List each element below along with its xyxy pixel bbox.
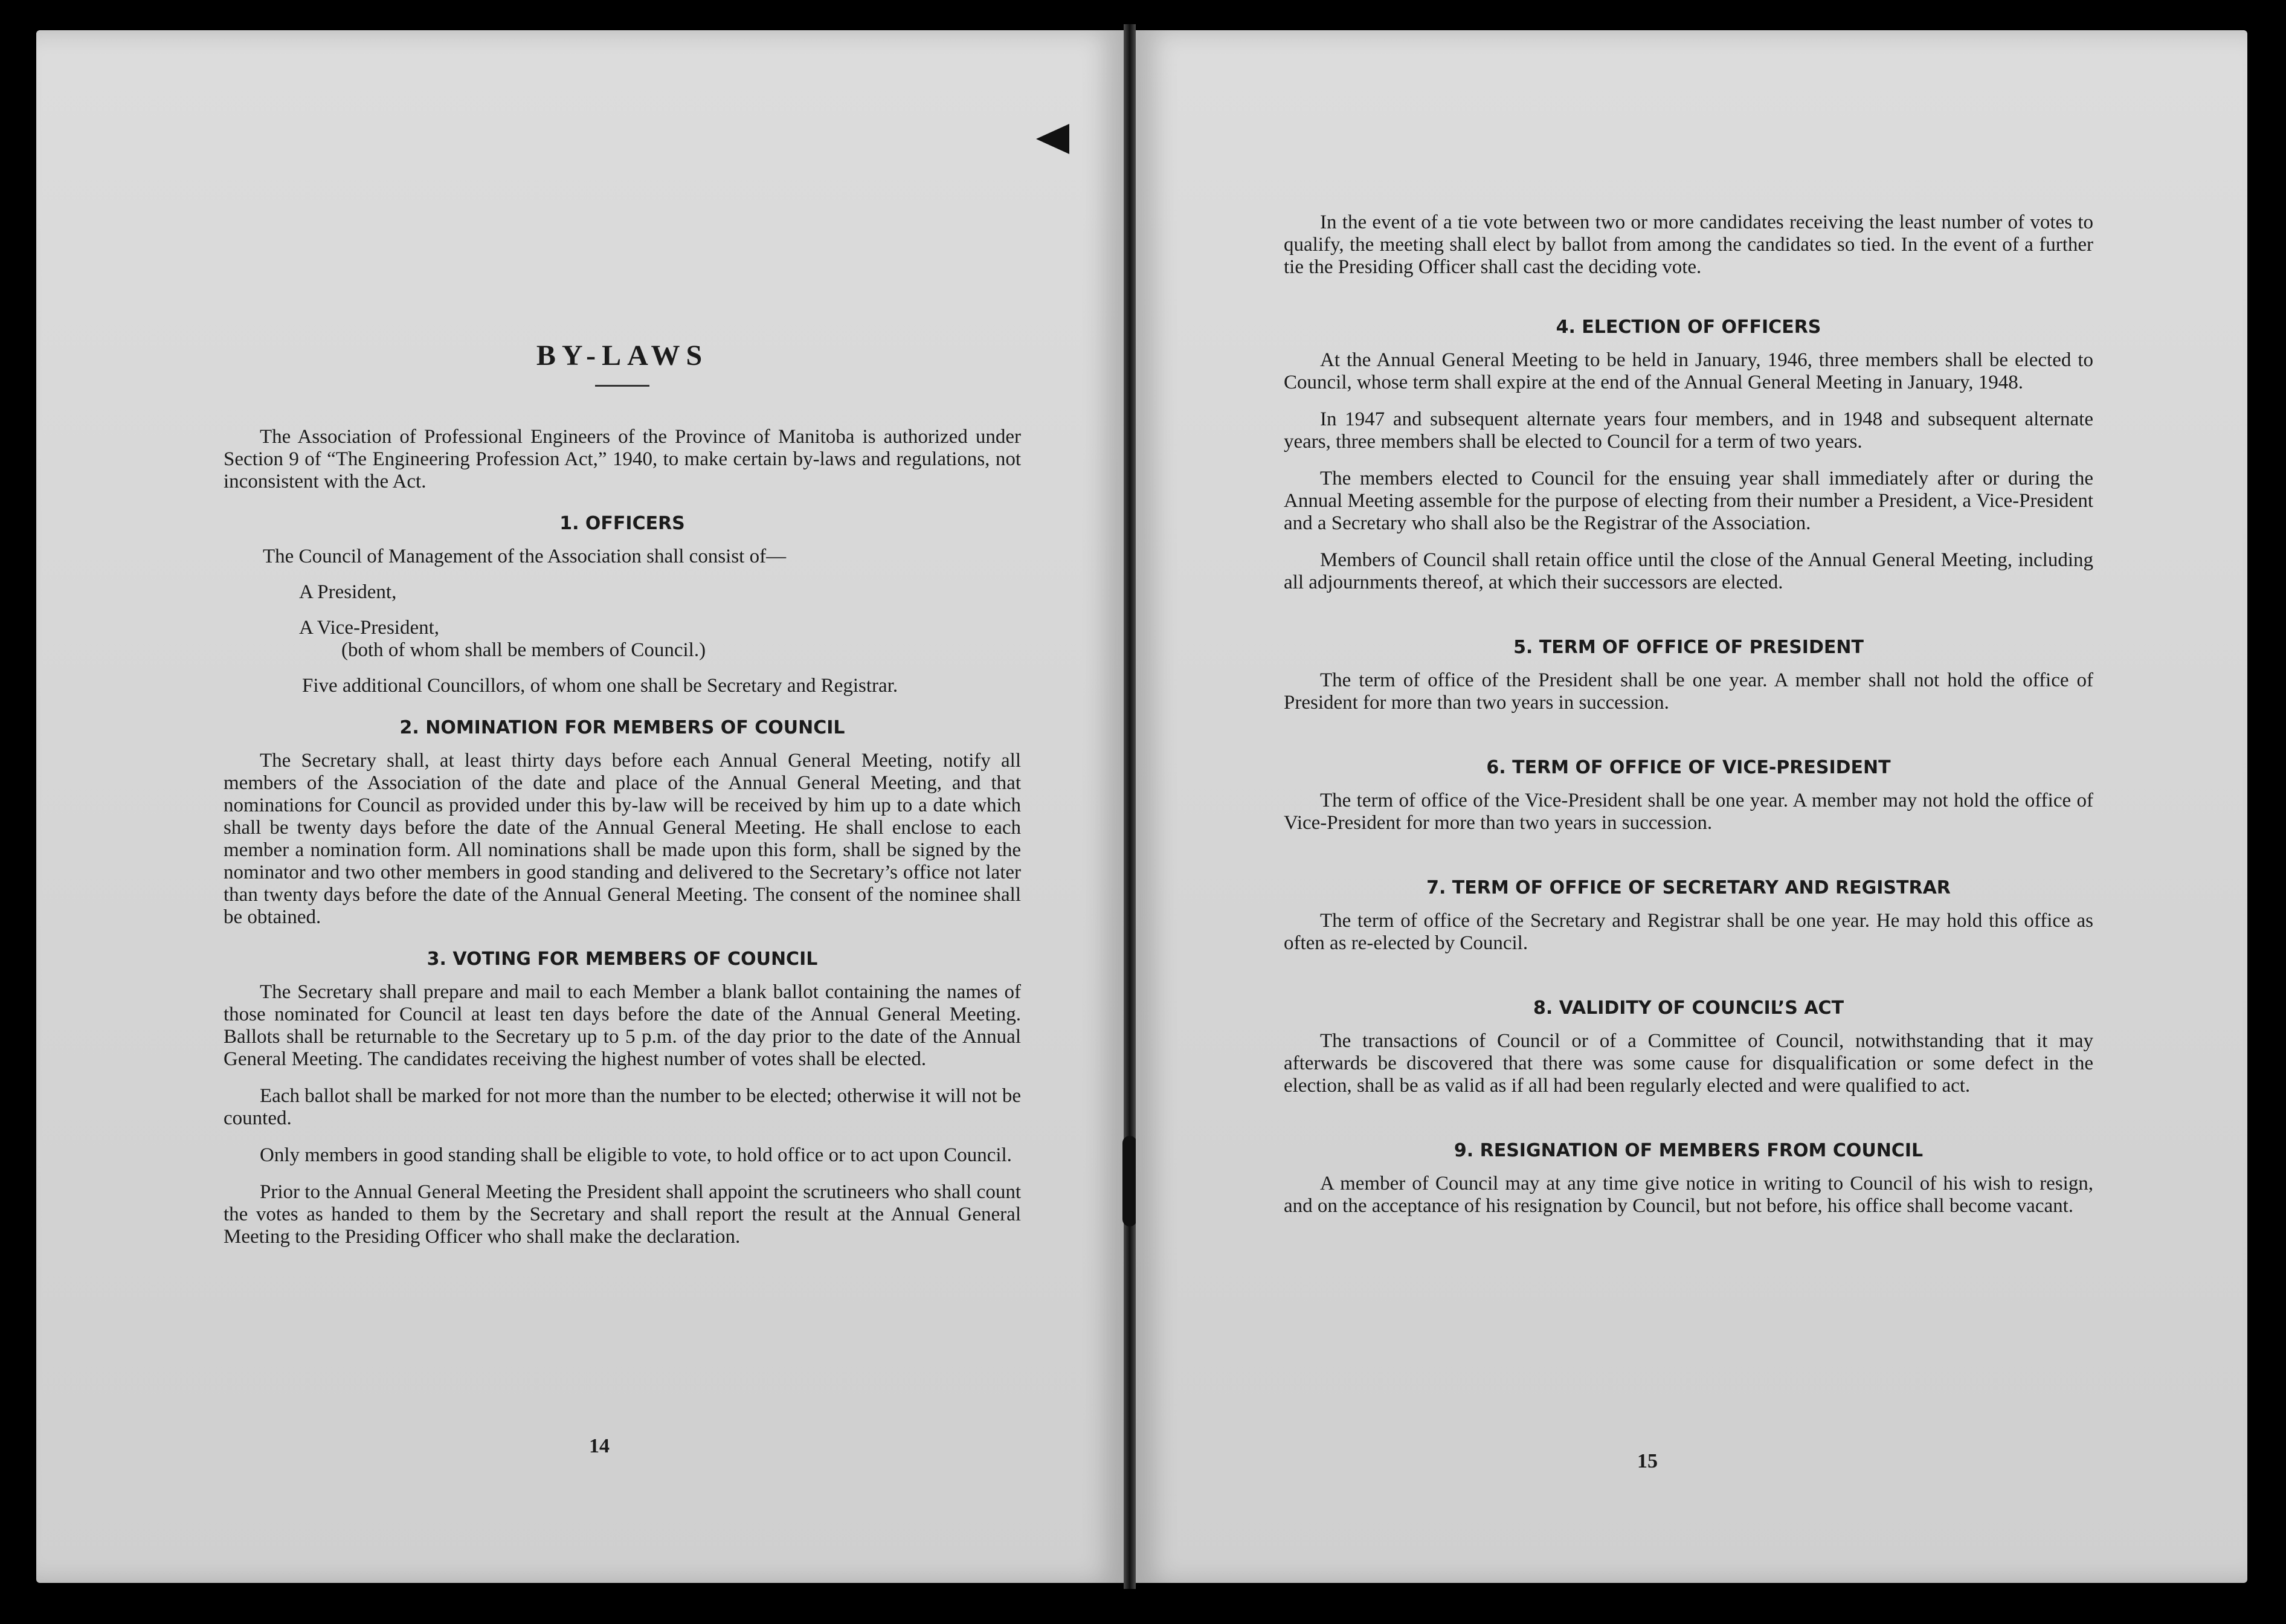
section-2-heading: 2. NOMINATION FOR MEMBERS OF COUNCIL: [399, 717, 845, 738]
officers-lead: The Council of Management of the Association shall consist of—: [263, 546, 787, 567]
section-3-paragraph-4: Prior to the Annual General Meeting the President shall appoint the scrutineers who shall count the votes as handed to them by the Secretary and shall report the result at the Annual General Meeting to the Presiding Officer who shall make the declaration.: [224, 1181, 1021, 1248]
left-page: [36, 30, 1124, 1583]
section-6-paragraph: The term of office of the Vice-President shall be one year. A member may not hold the office of Vice-President for more than two years in succession.: [1284, 790, 2093, 834]
page-title: BY-LAWS: [536, 340, 709, 372]
right-page-content: [1284, 211, 2093, 1232]
section-7-paragraph: The term of office of the Secretary and Registrar shall be one year. He may hold this office as often as re-elected by Council.: [1284, 910, 2093, 954]
section-9-paragraph: A member of Council may at any time give notice in writing to Council of his wish to resign, and on the acceptance of his resignation by Council, but not before, his office shall become vacant.: [1284, 1173, 2093, 1217]
section-1-heading: 1. OFFICERS: [559, 513, 685, 534]
section-4-paragraph-4: Members of Council shall retain office until the close of the Annual General Meeting, including all adjournments thereof, at which their successors are elected.: [1284, 549, 2093, 593]
left-page-content: [224, 308, 1021, 1263]
intro-paragraph: The Association of Professional Engineers of the Province of Manitoba is authorized under Section 9 of “The Engineering Profession Act,” 1940, to make certain by-laws and regulations, not inconsistent with the Act.: [224, 426, 1021, 492]
section-6-heading: 6. TERM OF OFFICE OF VICE-PRESIDENT: [1486, 757, 1891, 778]
section-5-paragraph: The term of office of the President shall be one year. A member shall not hold the office of President for more than two years in succession.: [1284, 669, 2093, 714]
officer-president: A President,: [299, 581, 397, 603]
staple-mark: [1122, 1136, 1137, 1226]
title-rule: [595, 385, 649, 387]
section-3-paragraph-1: The Secretary shall prepare and mail to each Member a blank ballot containing the names of those nominated for Council at least ten days before the date of the Annual General Meeting. Ballots shall be returnable to the Secretary up to 5 p.m. of the day prior to the date of the Annual General Meeting. The candidates receiving the highest number of votes shall be elected.: [224, 981, 1021, 1070]
tie-vote-paragraph: In the event of a tie vote between two or more candidates receiving the least number of votes to qualify, the meeting shall elect by ballot from among the candidates so tied. In the event of a further tie the Presiding Officer shall cast the deciding vote.: [1284, 211, 2093, 278]
section-4-heading: 4. ELECTION OF OFFICERS: [1556, 317, 1821, 338]
section-9-heading: 9. RESIGNATION OF MEMBERS FROM COUNCIL: [1454, 1140, 1924, 1161]
section-8-heading: 8. VALIDITY OF COUNCIL’S ACT: [1533, 997, 1844, 1019]
section-2-paragraph: The Secretary shall, at least thirty days before each Annual General Meeting, notify all members of the Association of the date and place of the Annual General Meeting, and that nominations for Council as provided under this by-law will be received by him up to a date which shall be twenty days before the date of the Annual General Meeting. He shall enclose to each member a nomination form. All nominations shall be made upon this form, shall be signed by the nominator and two other members in good standing and delivered to the Secretary’s office not later than twenty days before the date of the Annual General Meeting. The consent of the nominee shall be obtained.: [224, 750, 1021, 928]
section-3-paragraph-3: Only members in good standing shall be eligible to vote, to hold office or to act upon Council.: [260, 1144, 1012, 1166]
right-page: [1136, 30, 2247, 1583]
officer-vice-president: A Vice-President,: [299, 617, 440, 639]
book-spine: [1124, 24, 1136, 1589]
page-number-right: 15: [1637, 1450, 1658, 1472]
page-number-left: 14: [589, 1435, 610, 1457]
section-4-paragraph-2: In 1947 and subsequent alternate years four members, and in 1948 and subsequent alternate years, three members shall be elected to Council for a term of two years.: [1284, 408, 2093, 453]
officer-councillors: Five additional Councillors, of whom one shall be Secretary and Registrar.: [302, 675, 898, 697]
section-4-paragraph-1: At the Annual General Meeting to be held in January, 1946, three members shall be elected to Council, whose term shall expire at the end of the Annual General Meeting in January, 1948.: [1284, 349, 2093, 393]
section-4-paragraph-3: The members elected to Council for the ensuing year shall immediately after or during the Annual Meeting assemble for the purpose of electing from their number a President, a Vice-President and a Secretary who shall also be the Registrar of the Association.: [1284, 468, 2093, 534]
section-7-heading: 7. TERM OF OFFICE OF SECRETARY AND REGISTRAR: [1426, 877, 1951, 898]
section-3-paragraph-2: Each ballot shall be marked for not more than the number to be elected; otherwise it will not be counted.: [224, 1085, 1021, 1129]
officer-note: (both of whom shall be members of Council.): [341, 639, 706, 661]
officers-list: [224, 546, 1021, 697]
section-8-paragraph: The transactions of Council or of a Committee of Council, notwithstanding that it may afterwards be discovered that there was some cause for disqualification or some defect in the election, shall be as valid as if all had been regularly elected and were qualified to act.: [1284, 1030, 2093, 1097]
section-3-heading: 3. VOTING FOR MEMBERS OF COUNCIL: [427, 949, 818, 970]
section-5-heading: 5. TERM OF OFFICE OF PRESIDENT: [1513, 637, 1864, 658]
